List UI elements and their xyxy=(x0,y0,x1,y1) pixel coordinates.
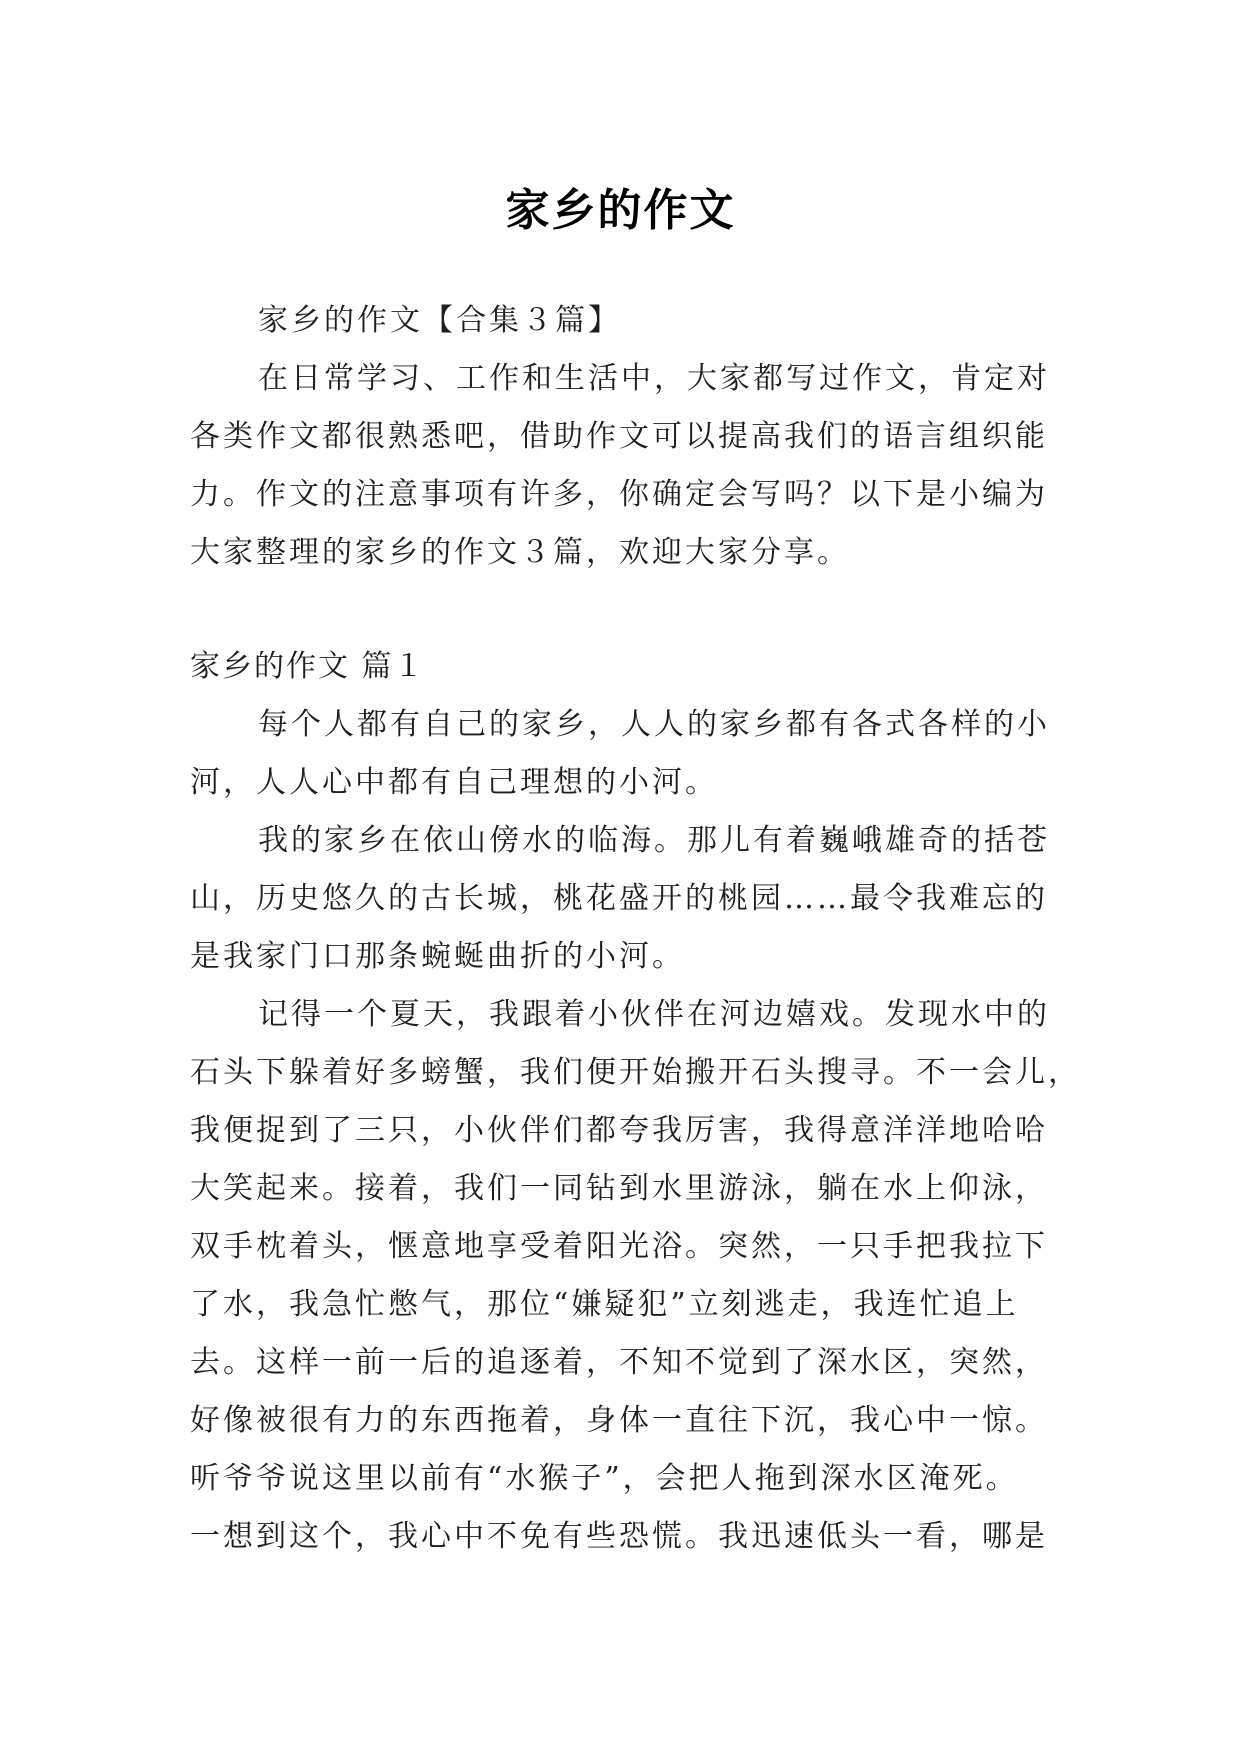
paragraph-line: 记得一个夏天，我跟着小伙伴在河边嬉戏。发现水中的 xyxy=(258,997,1050,1032)
page-title: 家乡的作文 xyxy=(505,185,736,237)
paragraph-line: 我的家乡在依山傍水的临海。那儿有着巍峨雄奇的括苍 xyxy=(258,823,1050,858)
paragraph-line: 山，历史悠久的古长城，桃花盛开的桃园……最令我难忘的 xyxy=(190,881,1048,916)
paragraph-line: 听爷爷说这里以前有“水猴子”，会把人拖到深水区淹死。 xyxy=(190,1461,1019,1496)
paragraph-line: 每个人都有自己的家乡，人人的家乡都有各式各样的小 xyxy=(258,707,1050,742)
intro-line: 各类作文都很熟悉吧，借助作文可以提高我们的语言组织能 xyxy=(190,419,1048,454)
paragraph-line: 大笑起来。接着，我们一同钻到水里游泳，躺在水上仰泳， xyxy=(190,1171,1048,1206)
paragraph-line: 我便捉到了三只，小伙伴们都夸我厉害，我得意洋洋地哈哈 xyxy=(190,1113,1048,1148)
paragraph-line: 双手枕着头，惬意地享受着阳光浴。突然，一只手把我拉下 xyxy=(190,1229,1048,1264)
section-heading: 家乡的作文 篇１ xyxy=(190,649,426,684)
paragraph-line: 是我家门口那条蜿蜒曲折的小河。 xyxy=(190,939,685,974)
paragraph-line: 石头下躲着好多螃蟹，我们便开始搬开石头搜寻。不一会儿， xyxy=(190,1055,1081,1090)
paragraph-line: 河，人人心中都有自己理想的小河。 xyxy=(190,765,718,800)
paragraph-line: 好像被很有力的东西拖着，身体一直往下沉，我心中一惊。 xyxy=(190,1403,1048,1438)
paragraph-line: 去。这样一前一后的追逐着，不知不觉到了深水区，突然， xyxy=(190,1345,1048,1380)
intro-line: 在日常学习、工作和生活中，大家都写过作文，肯定对 xyxy=(258,361,1050,396)
document-subtitle: 家乡的作文【合集３篇】 xyxy=(258,303,621,338)
paragraph-line: 了水，我急忙憋气，那位“嫌疑犯”立刻逃走，我连忙追上 xyxy=(190,1287,1019,1322)
intro-line: 力。作文的注意事项有许多，你确定会写吗？以下是小编为 xyxy=(190,477,1048,512)
paragraph-line: 一想到这个，我心中不免有些恐慌。我迅速低头一看，哪是 xyxy=(190,1519,1048,1554)
intro-line: 大家整理的家乡的作文３篇，欢迎大家分享。 xyxy=(190,535,850,570)
